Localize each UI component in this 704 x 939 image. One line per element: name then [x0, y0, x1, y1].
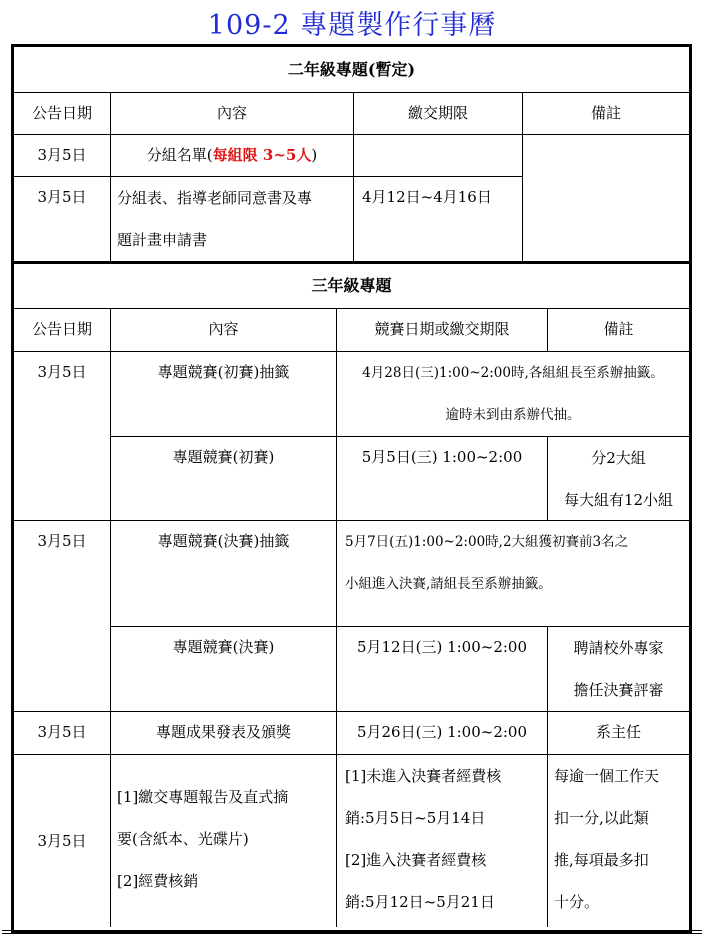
grade3-row1-merged: 4月28日(三)1:00~2:00時,各組組長至系辦抽籤。 逾時未到由系辦代抽。: [337, 352, 689, 437]
grade3-row2-deadline: 5月5日(三) 1:00~2:00: [337, 437, 548, 521]
bottom-rule-2: [2, 933, 702, 934]
grade3-row6-deadline: [1]未進入決賽者經費核 銷:5月5日~5月14日 [2]進入決賽者經費核 銷:5月12日~5月21日: [337, 755, 548, 927]
grade3-date-a: 3月5日: [14, 352, 111, 521]
grade2-heading: 二年級專題(暫定): [14, 47, 689, 93]
grade3-row5-content: 專題成果發表及頒獎: [111, 712, 337, 755]
grade3-row4-deadline: 5月12日(三) 1:00~2:00: [337, 627, 548, 712]
grade3-header-deadline: 競賽日期或繳交期限: [337, 309, 548, 352]
grade2-header-content: 內容: [111, 93, 354, 135]
grade3-row2-content: 專題競賽(初賽): [111, 437, 337, 521]
grade2-row2-content: 分組表、指導老師同意書及專 題計畫申請書: [111, 177, 354, 264]
grade3-heading: 三年級專題: [14, 264, 689, 309]
grade2-row1-date: 3月5日: [14, 135, 111, 177]
grade3-row5-deadline: 5月26日(三) 1:00~2:00: [337, 712, 548, 755]
grade3-row5-note: 系主任: [548, 712, 689, 755]
grade2-note-merged: [523, 135, 689, 264]
grade3-row3-content: 專題競賽(決賽)抽籤: [111, 521, 337, 627]
bottom-rule: [2, 930, 702, 931]
grade3-row6-content: [1]繳交專題報告及直式摘 要(含紙本、光碟片) [2]經費核銷: [111, 755, 337, 927]
grade2-header-deadline: 繳交期限: [354, 93, 523, 135]
grade3-row6-date: 3月5日: [14, 755, 111, 927]
document-title: 109-2 專題製作行事曆: [207, 10, 497, 41]
grade2-header-note: 備註: [523, 93, 689, 135]
grade3-header-content: 內容: [111, 309, 337, 352]
grade3-row2-note: 分2大組 每大組有12小組: [548, 437, 689, 521]
grade2-header-date: 公告日期: [14, 93, 111, 135]
grade3-row4-note: 聘請校外專家 擔任決賽評審: [548, 627, 689, 712]
grade3-row1-content: 專題競賽(初賽)抽籤: [111, 352, 337, 437]
grade2-row2-date: 3月5日: [14, 177, 111, 264]
grade3-header-note: 備註: [548, 309, 689, 352]
grade3-date-b: 3月5日: [14, 521, 111, 712]
group-size-limit: 每組限 3~5人: [212, 146, 312, 164]
grade3-header-date: 公告日期: [14, 309, 111, 352]
grade3-row6-note: 每逾一個工作天 扣一分,以此類 推,每項最多扣 十分。: [554, 767, 660, 911]
grade3-row5-date: 3月5日: [14, 712, 111, 755]
grade3-row3-merged: 5月7日(五)1:00~2:00時,2大組獲初賽前3名之 小組進入決賽,請組長至系辦抽籤。: [337, 521, 689, 627]
grade2-row2-deadline: 4月12日~4月16日: [354, 177, 523, 264]
grade2-row1-deadline: [354, 135, 523, 177]
grade2-row1-content: 分組名單(每組限 3~5人): [111, 135, 354, 177]
grade3-row4-content: 專題競賽(決賽): [111, 627, 337, 712]
